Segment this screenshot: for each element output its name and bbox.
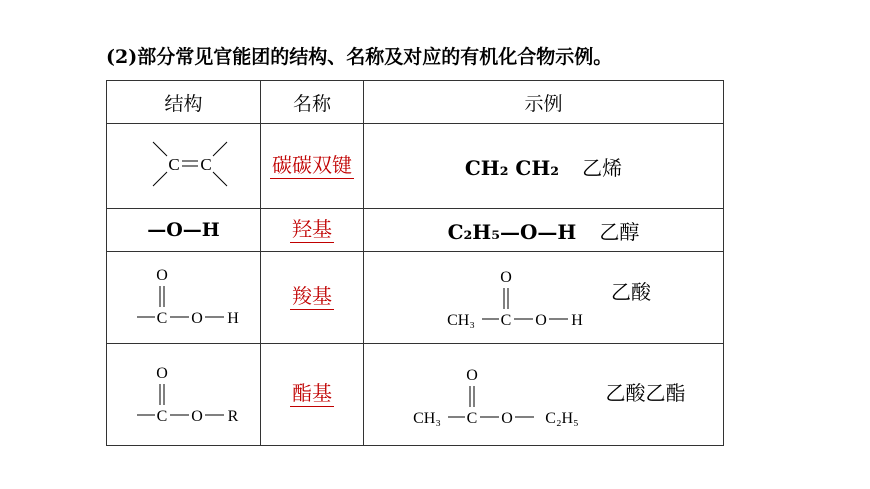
group-name: 羧基 bbox=[292, 284, 332, 308]
example-cell bbox=[364, 124, 724, 209]
group-ch3: CH₃ bbox=[412, 409, 441, 427]
group-name: 羟基 bbox=[292, 216, 332, 241]
structure-cell bbox=[107, 124, 261, 209]
table-row bbox=[107, 252, 724, 344]
table-row bbox=[107, 344, 724, 446]
name-cell bbox=[261, 124, 364, 209]
table-row bbox=[107, 209, 724, 252]
atom-o-top: O bbox=[155, 364, 168, 382]
carboxyl-structure bbox=[109, 253, 259, 339]
atom-o: O bbox=[535, 311, 547, 329]
example-formula: C₂H₅—O—H bbox=[447, 219, 577, 244]
group-c2h5: C₂H₅ bbox=[544, 409, 579, 427]
atom-o: O bbox=[190, 407, 203, 425]
atom-c-left: C bbox=[167, 155, 180, 174]
group-name: 酯基 bbox=[292, 381, 332, 405]
atom-c-right: C bbox=[199, 155, 212, 174]
atom-c: C bbox=[466, 409, 477, 427]
structure-cell bbox=[107, 209, 261, 252]
header-structure: 结构 bbox=[107, 81, 261, 124]
table-caption: (2)部分常见官能团的结构、名称及对应的有机化合物示例。 bbox=[106, 46, 613, 68]
ethyl-acetate-structure bbox=[402, 349, 602, 441]
atom-o: O bbox=[190, 309, 203, 327]
example-name: 乙醇 bbox=[599, 219, 640, 244]
example-cell bbox=[364, 209, 724, 252]
example-name: 乙烯 bbox=[582, 155, 623, 180]
example-name: 乙酸乙酯 bbox=[605, 381, 686, 405]
structure-cell bbox=[107, 252, 261, 344]
atom-o-top: O bbox=[465, 366, 478, 384]
atom-c: C bbox=[500, 311, 512, 329]
atom-h: H bbox=[226, 309, 239, 327]
atom-h: H bbox=[571, 311, 583, 329]
hydroxyl-structure: —O—H bbox=[147, 219, 220, 241]
atom-c: C bbox=[156, 309, 167, 327]
example-formula: CH₂ CH₂ bbox=[464, 155, 560, 180]
atom-r: R bbox=[227, 407, 238, 425]
example-name: 乙酸 bbox=[611, 280, 651, 304]
header-row bbox=[107, 81, 724, 124]
name-cell bbox=[261, 209, 364, 252]
atom-c: C bbox=[156, 407, 167, 425]
header-name: 名称 bbox=[261, 81, 364, 124]
double-bond-structure bbox=[109, 124, 259, 204]
table-row bbox=[107, 124, 724, 209]
atom-o: O bbox=[500, 409, 513, 427]
acetic-acid-structure bbox=[436, 255, 611, 341]
example-cell bbox=[364, 252, 724, 344]
name-cell bbox=[261, 344, 364, 446]
structure-cell bbox=[107, 344, 261, 446]
group-name: 碳碳双键 bbox=[272, 152, 352, 177]
name-cell bbox=[261, 252, 364, 344]
ester-structure bbox=[109, 347, 259, 439]
example-cell bbox=[364, 344, 724, 446]
atom-o-top: O bbox=[155, 266, 168, 284]
group-ch3: CH₃ bbox=[447, 311, 475, 329]
functional-group-table bbox=[106, 80, 724, 446]
atom-o-top: O bbox=[500, 268, 512, 286]
header-example: 示例 bbox=[364, 81, 724, 124]
